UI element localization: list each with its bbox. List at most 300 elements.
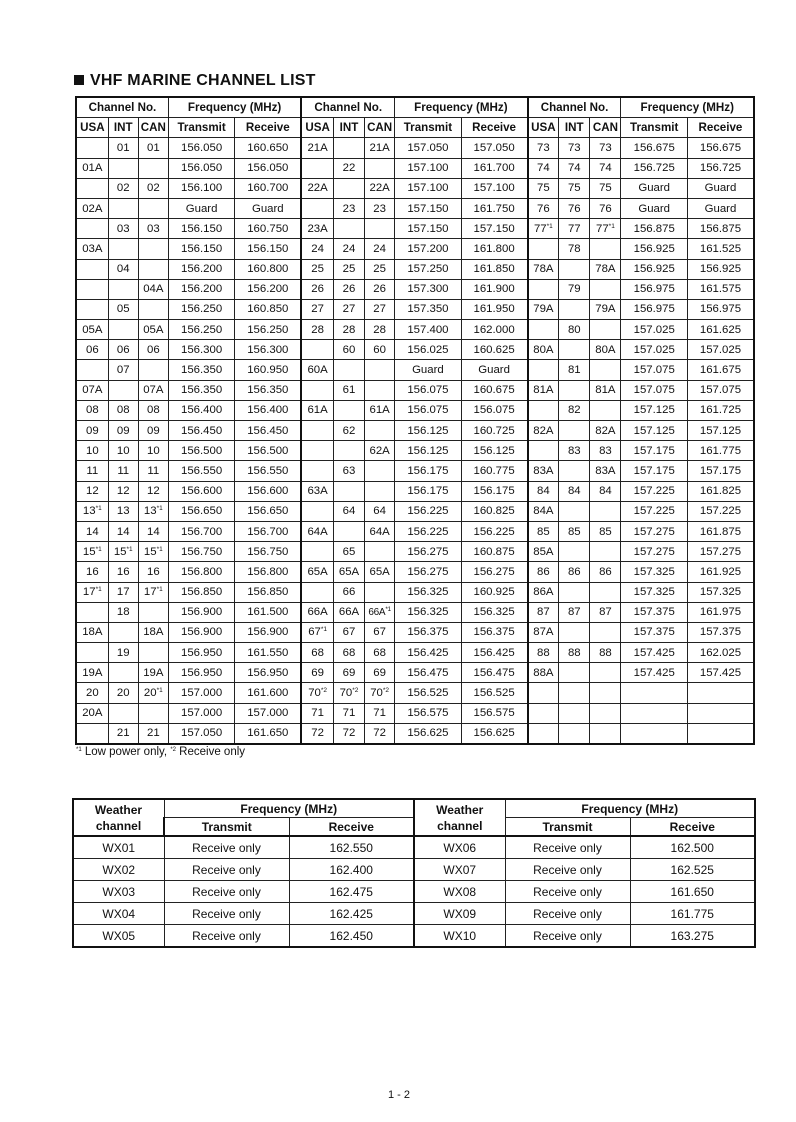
usa-channel-cell [301,622,333,642]
int-channel-cell [108,158,138,178]
weather-channel-cell: WX07 [414,859,505,881]
receive-frequency-cell: 161.925 [687,562,754,582]
int-channel-cell: 27 [333,299,364,319]
usa-channel-cell [301,158,333,178]
frequency-header: Frequency (MHz) [395,97,528,118]
transmit-frequency-cell: 157.325 [621,562,687,582]
usa-channel-cell: 82A [528,421,559,441]
footnote-mark: *1 [95,545,102,553]
receive-frequency-cell: 161.950 [461,299,527,319]
usa-channel-cell: 74 [528,158,559,178]
receive-frequency-cell: 156.675 [687,138,754,158]
int-header: INT [559,118,590,138]
receive-frequency-cell: 161.825 [687,481,754,501]
transmit-frequency-cell: 156.250 [168,320,234,340]
transmit-frequency-cell: 157.125 [621,400,687,420]
usa-channel-cell: 14 [76,521,108,541]
usa-channel-cell: 88 [528,643,559,663]
int-channel-cell: 13 [108,501,138,521]
can-channel-cell: 12 [138,481,168,501]
footnote-mark: *1 [95,586,102,594]
usa-channel-cell [301,683,333,703]
transmit-frequency-cell: 156.175 [395,481,461,501]
transmit-frequency-cell: 156.325 [395,582,461,602]
usa-channel-cell: 73 [528,138,559,158]
can-channel-cell: 83A [590,461,621,481]
transmit-frequency-cell: Guard [168,198,234,218]
footnote-mark: *1 [608,222,615,230]
transmit-cell: Receive only [164,881,289,903]
transmit-frequency-cell: 156.075 [395,380,461,400]
receive-frequency-cell: Guard [461,360,527,380]
usa-channel-cell: 24 [301,239,333,259]
transmit-header: Transmit [621,118,687,138]
int-channel-cell: 11 [108,461,138,481]
int-channel-cell: 85 [559,521,590,541]
transmit-cell: Receive only [505,881,630,903]
usa-channel-cell: 71 [301,703,333,723]
usa-channel-cell: 81A [528,380,559,400]
transmit-cell: Receive only [164,836,289,859]
usa-channel-cell: 28 [301,320,333,340]
receive-frequency-cell: 157.225 [687,501,754,521]
receive-frequency-cell: 156.375 [461,622,527,642]
transmit-frequency-cell: 156.225 [395,521,461,541]
receive-header: Receive [235,118,301,138]
receive-frequency-cell: 160.925 [461,582,527,602]
table-row [76,562,754,582]
int-channel-cell: 88 [559,643,590,663]
usa-channel-cell: 07A [76,380,108,400]
transmit-cell: Receive only [164,925,289,948]
can-channel-cell: 79A [590,299,621,319]
table-row [76,602,754,622]
receive-frequency-cell [687,683,754,703]
channel-number: 15$^{*1}$ [82,545,102,558]
receive-frequency-cell: 160.950 [235,360,301,380]
table-row [76,239,754,259]
transmit-frequency-cell: Guard [395,360,461,380]
int-channel-cell [559,421,590,441]
int-channel-cell: 69 [333,663,364,683]
int-channel-cell: 28 [333,320,364,340]
weather-channel-cell: WX10 [414,925,505,948]
channel-table-body [76,138,754,744]
int-channel-cell [559,501,590,521]
can-channel-cell [365,582,395,602]
can-channel-cell: 28 [365,320,395,340]
channel-number: 15$^{*1}$ [113,545,133,558]
usa-channel-cell: 86A [528,582,559,602]
int-channel-cell: 67 [333,622,364,642]
transmit-frequency-cell: 156.350 [168,380,234,400]
usa-channel-cell [301,542,333,562]
channel-number: 70$^{*2}$ [339,687,359,700]
can-channel-cell: 78A [590,259,621,279]
receive-frequency-cell: 162.425 [289,903,414,925]
page-number: 1 - 2 [388,1089,411,1101]
usa-channel-cell: 02A [76,198,108,218]
int-channel-cell: 24 [333,239,364,259]
int-channel-cell: 20 [108,683,138,703]
receive-frequency-cell: 156.900 [235,622,301,642]
channel-table [75,96,755,745]
page-title-text: VHF MARINE CHANNEL LIST [90,72,316,89]
usa-header: USA [301,118,333,138]
can-channel-cell: 60 [365,340,395,360]
int-channel-cell [559,461,590,481]
table-row [76,299,754,319]
usa-channel-cell [528,279,559,299]
int-channel-cell: 25 [333,259,364,279]
channel-number: 77$^{*1}$ [533,222,553,235]
weather-channel-cell: WX05 [73,925,164,948]
can-channel-cell [138,259,168,279]
can-channel-cell [138,360,168,380]
can-channel-cell [365,461,395,481]
can-channel-cell: 06 [138,340,168,360]
int-channel-cell: 60 [333,340,364,360]
can-channel-cell [138,582,168,602]
usa-channel-cell: 87A [528,622,559,642]
receive-frequency-cell: 157.100 [461,178,527,198]
transmit-frequency-cell: 156.350 [168,360,234,380]
usa-channel-cell [301,441,333,461]
usa-channel-cell: 83A [528,461,559,481]
int-channel-cell: 12 [108,481,138,501]
usa-channel-cell [301,501,333,521]
int-channel-cell: 77 [559,219,590,239]
int-channel-cell: 73 [559,138,590,158]
can-channel-cell: 76 [590,198,621,218]
receive-frequency-cell: 162.550 [289,836,414,859]
usa-channel-cell: 23A [301,219,333,239]
table-row [76,138,754,158]
can-channel-cell: 10 [138,441,168,461]
receive-frequency-cell: 156.050 [235,158,301,178]
transmit-frequency-cell: 156.650 [168,501,234,521]
receive-frequency-cell: 157.125 [687,421,754,441]
transmit-frequency-cell: 156.475 [395,663,461,683]
usa-channel-cell [528,360,559,380]
can-channel-cell [138,683,168,703]
int-channel-cell: 80 [559,320,590,340]
int-channel-cell: 10 [108,441,138,461]
usa-channel-cell: 78A [528,259,559,279]
can-channel-cell [365,219,395,239]
usa-channel-cell: 88A [528,663,559,683]
int-channel-cell: 22 [333,158,364,178]
transmit-frequency-cell: 157.000 [168,703,234,723]
can-channel-cell [138,643,168,663]
transmit-frequency-cell: 156.425 [395,643,461,663]
receive-frequency-cell: 162.525 [630,859,755,881]
can-header: CAN [590,118,621,138]
usa-channel-cell: 61A [301,400,333,420]
usa-channel-cell: 63A [301,481,333,501]
transmit-frequency-cell: 157.075 [621,380,687,400]
usa-channel-cell: 20A [76,703,108,723]
receive-frequency-cell: 162.000 [461,320,527,340]
int-channel-cell: 76 [559,198,590,218]
can-channel-cell [590,703,621,723]
transmit-frequency-cell: 156.225 [395,501,461,521]
transmit-frequency-cell [621,703,687,723]
usa-channel-cell: 08 [76,400,108,420]
int-channel-cell: 01 [108,138,138,158]
transmit-frequency-cell: 156.050 [168,158,234,178]
int-channel-cell: 09 [108,421,138,441]
can-channel-cell [138,299,168,319]
can-channel-cell [590,501,621,521]
int-channel-cell [559,380,590,400]
receive-frequency-cell: 161.850 [461,259,527,279]
transmit-cell: Receive only [505,836,630,859]
transmit-frequency-cell: 156.500 [168,441,234,461]
can-channel-cell: 86 [590,562,621,582]
usa-channel-cell: 12 [76,481,108,501]
receive-frequency-cell: 156.425 [461,643,527,663]
transmit-frequency-cell: 156.675 [621,138,687,158]
transmit-frequency-cell: 156.575 [395,703,461,723]
usa-channel-cell: 06 [76,340,108,360]
transmit-frequency-cell: 156.325 [395,602,461,622]
usa-channel-cell [76,259,108,279]
transmit-frequency-cell: 156.275 [395,562,461,582]
transmit-frequency-cell: 156.950 [168,643,234,663]
can-channel-cell: 85 [590,521,621,541]
transmit-frequency-cell: 156.900 [168,622,234,642]
transmit-frequency-cell: Guard [621,198,687,218]
receive-frequency-cell: 161.575 [687,279,754,299]
can-channel-cell: 11 [138,461,168,481]
usa-channel-cell [528,219,559,239]
int-channel-cell: 26 [333,279,364,299]
channel-number: 67$^{*1}$ [308,626,328,639]
transmit-frequency-cell: 157.275 [621,521,687,541]
receive-frequency-cell: 156.400 [235,400,301,420]
table-row [76,158,754,178]
usa-channel-cell [76,299,108,319]
footnote-text: Low power only, [81,746,171,758]
can-channel-cell: 80A [590,340,621,360]
int-channel-cell: 23 [333,198,364,218]
table-row [76,622,754,642]
weather-channel-cell: WX08 [414,881,505,903]
footnote-mark: *1 [156,687,163,695]
usa-channel-cell: 69 [301,663,333,683]
transmit-frequency-cell: 157.200 [395,239,461,259]
channel-number: 77$^{*1}$ [596,222,615,235]
int-channel-cell [333,481,364,501]
receive-frequency-cell: 156.525 [461,683,527,703]
receive-frequency-cell: 161.750 [461,198,527,218]
can-channel-cell [590,723,621,744]
transmit-frequency-cell: 156.525 [395,683,461,703]
footnote-mark: *1 [95,505,102,513]
receive-frequency-cell: 161.625 [687,320,754,340]
transmit-frequency-cell: Guard [621,178,687,198]
can-channel-cell: 04A [138,279,168,299]
table-row [76,360,754,380]
receive-frequency-cell: 157.325 [687,582,754,602]
int-channel-cell [559,340,590,360]
transmit-frequency-cell: 157.425 [621,663,687,683]
receive-frequency-cell: 160.775 [461,461,527,481]
usa-channel-cell [301,340,333,360]
square-bullet-icon [74,75,84,85]
table-row [76,219,754,239]
can-header: CAN [138,118,168,138]
int-channel-cell [559,663,590,683]
int-channel-cell: 06 [108,340,138,360]
int-channel-cell [108,622,138,642]
int-channel-cell: 68 [333,643,364,663]
transmit-frequency-cell [621,723,687,744]
table-row [76,723,754,744]
transmit-frequency-cell: 156.700 [168,521,234,541]
receive-frequency-cell: 156.175 [461,481,527,501]
frequency-header: Frequency (MHz) [164,799,414,818]
can-channel-cell: 26 [365,279,395,299]
int-channel-cell [108,198,138,218]
receive-frequency-cell: 156.700 [235,521,301,541]
footnote-mark: *1 [546,222,553,230]
footnote-text: Receive only [175,746,246,758]
int-channel-cell: 21 [108,723,138,744]
channel-no-header: Channel No. [301,97,394,118]
usa-channel-cell [528,400,559,420]
int-channel-cell: 04 [108,259,138,279]
table-row [76,441,754,461]
receive-frequency-cell: 161.675 [687,360,754,380]
int-channel-cell [559,582,590,602]
int-channel-cell: 16 [108,562,138,582]
receive-frequency-cell: 161.775 [687,441,754,461]
usa-channel-cell: 64A [301,521,333,541]
receive-frequency-cell: 161.600 [235,683,301,703]
int-channel-cell [333,521,364,541]
transmit-frequency-cell: 157.225 [621,481,687,501]
receive-frequency-cell: 156.325 [461,602,527,622]
transmit-frequency-cell: 156.450 [168,421,234,441]
can-channel-cell: 75 [590,178,621,198]
can-channel-cell [590,582,621,602]
can-channel-cell: 01 [138,138,168,158]
transmit-frequency-cell: 157.025 [621,340,687,360]
transmit-cell: Receive only [505,903,630,925]
transmit-frequency-cell: 156.875 [621,219,687,239]
usa-channel-cell: 84A [528,501,559,521]
usa-header: USA [528,118,559,138]
receive-frequency-cell: 161.525 [687,239,754,259]
can-channel-cell: 24 [365,239,395,259]
weather-channel-cell: WX02 [73,859,164,881]
receive-frequency-cell: 161.900 [461,279,527,299]
receive-frequency-cell: 156.600 [235,481,301,501]
can-header: CAN [365,118,395,138]
int-channel-cell: 62 [333,421,364,441]
receive-frequency-cell: 156.550 [235,461,301,481]
can-channel-cell [365,542,395,562]
transmit-frequency-cell: 157.075 [621,360,687,380]
transmit-header: Transmit [168,118,234,138]
can-channel-cell: 87 [590,602,621,622]
table-row [76,380,754,400]
footnote-mark: *1 [320,626,328,634]
table-row [76,178,754,198]
receive-frequency-cell: 160.850 [235,299,301,319]
table-row [76,521,754,541]
can-channel-cell [590,400,621,420]
usa-channel-cell [76,360,108,380]
receive-frequency-cell: 161.550 [235,643,301,663]
usa-channel-cell [528,723,559,744]
usa-channel-cell: 66A [301,602,333,622]
weather-channel-cell: WX04 [73,903,164,925]
int-channel-cell: 83 [559,441,590,461]
can-channel-cell [138,501,168,521]
receive-frequency-cell: 156.450 [235,421,301,441]
transmit-frequency-cell: 156.300 [168,340,234,360]
transmit-frequency-cell: 156.900 [168,602,234,622]
int-channel-cell: 82 [559,400,590,420]
usa-channel-cell: 68 [301,643,333,663]
transmit-frequency-cell: 156.250 [168,299,234,319]
int-channel-cell [333,400,364,420]
receive-frequency-cell: 161.500 [235,602,301,622]
transmit-cell: Receive only [164,859,289,881]
transmit-frequency-cell: 156.550 [168,461,234,481]
transmit-frequency-cell: 157.300 [395,279,461,299]
frequency-header: Frequency (MHz) [621,97,754,118]
channel-number: 15$^{*1}$ [143,545,163,558]
receive-frequency-cell: 160.675 [461,380,527,400]
receive-frequency-cell: Guard [687,178,754,198]
receive-frequency-cell: 160.625 [461,340,527,360]
can-channel-cell [138,239,168,259]
transmit-frequency-cell: 156.025 [395,340,461,360]
transmit-frequency-cell: 157.025 [621,320,687,340]
int-channel-cell: 75 [559,178,590,198]
channel-number: 20$^{*1}$ [143,687,163,700]
usa-channel-cell [76,219,108,239]
int-channel-cell: 79 [559,279,590,299]
footnote-mark: *2 [382,687,390,695]
usa-channel-cell: 01A [76,158,108,178]
transmit-frequency-cell: 157.175 [621,441,687,461]
int-channel-cell: 07 [108,360,138,380]
can-channel-cell [590,622,621,642]
can-channel-cell: 88 [590,643,621,663]
channel-number: $66A^{*1}$ [368,605,391,618]
receive-frequency-cell: 156.850 [235,582,301,602]
can-channel-cell [590,239,621,259]
receive-frequency-cell: 156.725 [687,158,754,178]
transmit-frequency-cell: 156.600 [168,481,234,501]
footnote-mark: *1 [126,545,133,553]
receive-frequency-cell: 156.200 [235,279,301,299]
table-row [76,501,754,521]
table-row [76,542,754,562]
usa-channel-cell [76,542,108,562]
can-channel-cell [138,602,168,622]
usa-channel-cell: 79A [528,299,559,319]
can-channel-cell: 64A [365,521,395,541]
can-channel-cell: 61A [365,400,395,420]
channel-number: 13$^{*1}$ [82,505,102,518]
transmit-frequency-cell: 156.925 [621,239,687,259]
